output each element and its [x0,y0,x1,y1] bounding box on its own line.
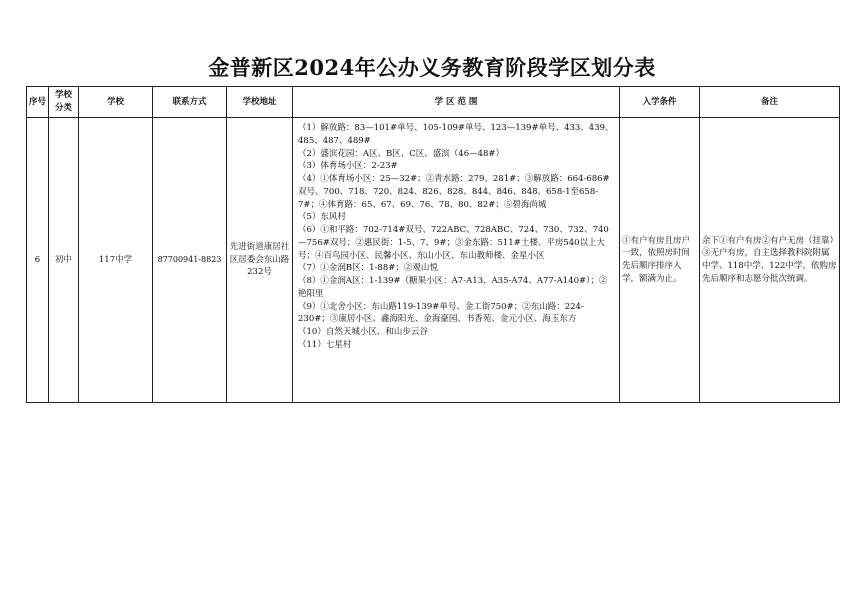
range-item: （10）自然天城小区、和山步云谷 [298,327,428,337]
school-district-table [26,86,840,403]
cell-note: 余下①有户有房②有户无房（挂靠）③无户有房，自主选择教科院附属中学、118中学、122中学，依购房先后顺序和志愿分批次统调。 [700,118,840,403]
range-item: （1）解放路：83—101#单号、105-109#单号、123—139#单号、433、439、485、487、489# [298,123,614,146]
header-condition: 入学条件 [620,87,700,118]
header-school: 学校 [79,87,153,118]
range-item: （9）①北舍小区：东山路119-139#单号、金工街750#；②东山路：224-230#；③康居小区、鑫海阳光、金海豪园、书香苑、金元小区、海玉东方 [298,301,584,325]
range-item: （8）①金润A区：1-139#（糖果小区：A7-A13、A35-A74、A77-A140#）；②艳阳里 [298,276,608,299]
header-contact: 联系方式 [153,87,227,118]
range-item: （2）盛滨花园：A区、B区、C区、盛滨（46—48#） [298,148,505,159]
cell-school: 117中学 [79,118,153,403]
range-item: （6）①和平路：702-714#双号、722ABC、728ABC、724、730、732、740—756#双号；②惠民街：1-5、7、9#；③金东路：511#土楼、平房540以上大号；④百鸟园小区、民馨小区、东山小区、东山教师楼、金星小区 [298,225,609,261]
range-item: （4）①体育场小区：25—32#；②青水路：279、281#；③解放路：664-686#双号、700、718、720、824、826、828、844、846、848、658-1至658-7#；④体育路：65、67、69、76、78、80、82#；⑤碧海尚城 [298,174,610,210]
header-row [27,87,840,118]
header-range: 学 区 范 围 [293,87,620,118]
header-seq: 序号 [27,87,49,118]
header-address: 学校地址 [227,87,293,118]
range-item: （5）东风村 [298,212,346,223]
cell-contact: 87700941-8823 [153,118,227,403]
cell-seq: 6 [27,118,49,403]
range-item: （3）体育场小区：2-23# [298,161,398,172]
range-item: （7）①金润B区：1-88#；②观山悦 [298,263,438,274]
table-row [27,118,840,403]
cell-condition: ①有户有房且房户一致，依照房时间先后顺序排序入学，额满为止。 [620,118,700,403]
cell-address: 先进街道康居社区居委会东山路232号 [227,118,293,403]
header-note: 备注 [700,87,840,118]
document-title: 金普新区2024年公办义务教育阶段学区划分表 [208,55,656,80]
cell-category: 初中 [49,118,79,403]
range-item: （11）七星村 [298,339,352,350]
cell-range [293,118,620,403]
header-category: 学校分类 [49,87,79,118]
